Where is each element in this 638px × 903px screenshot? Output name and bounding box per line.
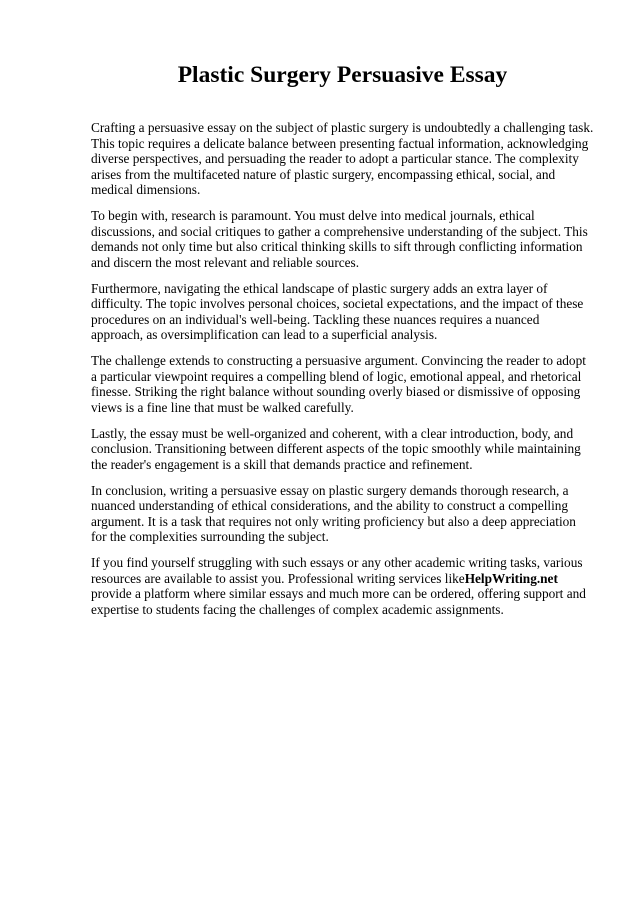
brand-link[interactable]: HelpWriting.net — [464, 570, 558, 586]
paragraph-conclusion: In conclusion, writing a persuasive essay on plastic surgery demands thorough research, a nuanced understanding of ethical considerations, and the ability to construct a compelling argument. It is a task that requires not only writing proficiency but also a deep appreciation for the complexities surrounding the subject. — [91, 482, 576, 544]
paragraph-resources — [91, 555, 594, 617]
essay-body — [91, 120, 594, 617]
resources-text-before: If you find yourself struggling with such essays or any other academic writing tasks, various resources are available to assist you. Professional writing services like — [91, 555, 583, 586]
resources-text-after: provide a platform where similar essays and much more can be ordered, offering support and expertise to students facing the challenges of complex academic assignments. — [91, 586, 586, 617]
paragraph-argument: The challenge extends to constructing a persuasive argument. Convincing the reader to adopt a particular viewpoint requires a compelling blend of logic, emotional appeal, and rhetorical finesse. Striking the right balance without sounding overly biased or dismissive of opposing views is a fine line that must be walked carefully. — [91, 353, 586, 415]
paragraph-intro: Crafting a persuasive essay on the subject of plastic surgery is undoubtedly a challenging task. This topic requires a delicate balance between presenting factual information, acknowledging diverse perspectives, and persuading the reader to adopt a particular stance. The complexity arises from the multifaceted nature of plastic surgery, encompassing ethical, social, and medical dimensions. — [91, 120, 594, 197]
page-title: Plastic Surgery Persuasive Essay — [177, 62, 508, 88]
title-container — [91, 60, 594, 90]
paragraph-organization: Lastly, the essay must be well-organized and coherent, with a clear introduction, body, and conclusion. Transitioning between different aspects of the topic smoothly while maintaining the reader's engagement is a skill that demands practice and refinement. — [91, 425, 581, 472]
paragraph-ethics: Furthermore, navigating the ethical landscape of plastic surgery adds an extra layer of difficulty. The topic involves personal choices, societal expectations, and the impact of these procedures on an individual's well-being. Tackling these nuances requires a nuanced approach, as oversimplification can lead to a superficial analysis. — [91, 280, 584, 342]
paragraph-research: To begin with, research is paramount. You must delve into medical journals, ethical discussions, and social critiques to gather a comprehensive understanding of the subject. This demands not only time but also critical thinking skills to sift through conflicting information and discern the most relevant and reliable sources. — [91, 208, 588, 270]
